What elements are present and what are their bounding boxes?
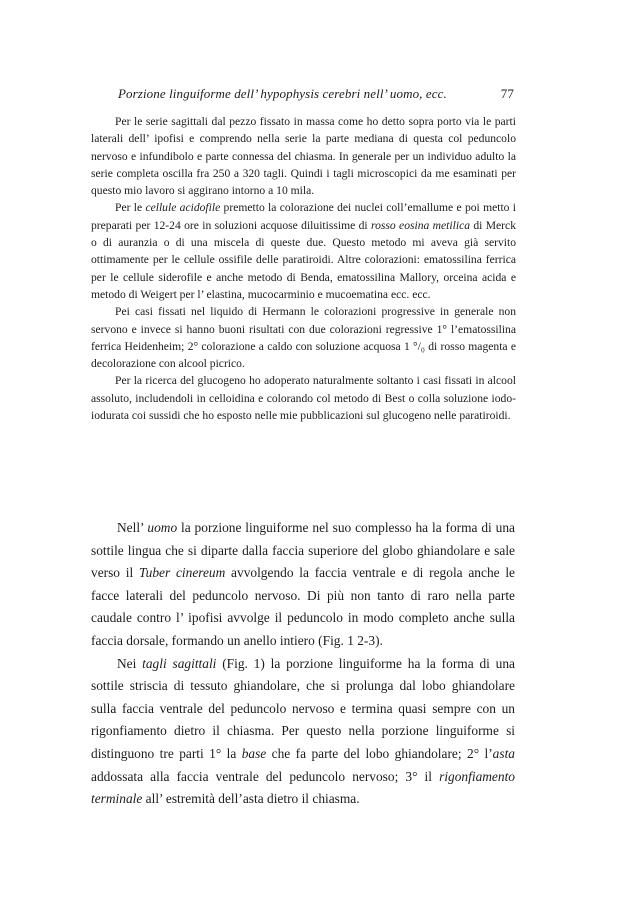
emphasis: rosso eosina metilica <box>371 218 471 232</box>
main-section <box>91 517 515 811</box>
emphasis: base <box>241 745 267 761</box>
emphasis: rigonfiamento terminale <box>91 768 515 807</box>
running-title: Porzione linguiforme dell’ hypophysis cerebri nell’ uomo, ecc. <box>118 86 447 101</box>
emphasis: tagli sagittali <box>142 655 217 671</box>
page-number: 77 <box>500 86 514 101</box>
emphasis: Tuber cinereum <box>138 565 226 581</box>
methods-paragraph-4: Per la ricerca del glucogeno ho adoperato naturalmente soltanto i casi fissati in alcool assoluto, includendoli in celloidina e colorando col metodo di Best o colla soluzione iodo-iodurata coi sussidi che ho esposto nelle mie pubblicazioni sul glucogeno nelle paratiroidi. <box>91 374 516 423</box>
running-header <box>118 86 514 102</box>
emphasis: uomo <box>147 520 178 535</box>
methods-paragraph-2: Per le cellule acidofile premetto la colorazione dei nuclei coll’emallume e poi metto i preparati per 12-24 ore in soluzioni acquose diluitissime di rosso eosina metilica di Merck o di auranzia o di una miscela di queste due. Questo metodo mi aveva già servito ottimamente per le cellule ossifile delle paratiroidi. Altre colorazioni: ematossilina ferrica per le cellule siderofile e anche metodo di Benda, ematossilina Mallory, orceina acida e metodo di Weigert per l’ elastina, mucocarminio e mucoematina ecc. ecc. <box>91 201 516 301</box>
main-paragraph-1: Nell’ uomo la porzione linguiforme nel suo complesso ha la forma di una sottile lingua che si diparte dalla faccia superiore del globo ghiandolare e sale verso il Tuber cinereum avvolgendo la faccia ventrale e di regola anche le facce laterali del peduncolo nervoso. Di più non tanto di raro nella parte caudale contro l’ ipofisi avvolge il peduncolo in modo completo anche sulla faccia dorsale, formando un anello intiero (Fig. 1 2-3). <box>91 520 515 648</box>
methods-paragraph-1: Per le serie sagittali dal pezzo fissato in massa come ho detto sopra porto via le parti laterali dell’ ipofisi e comprendo nella serie la parte mediana di questa col peduncolo nervoso e infundibolo e parte connessa del chiasma. In generale per un individuo adulto la serie completa oscilla fra 250 a 320 tagli. Quindi i tagli microscopici da me esaminati per questo mio lavoro si aggirano intorno a 10 mila. <box>91 115 516 198</box>
methods-section <box>91 113 516 424</box>
emphasis: asta <box>492 745 515 761</box>
methods-paragraph-3: Pei casi fissati nel liquido di Hermann le colorazioni progressive in generale non servono e invece si hanno buoni risultati con due colorazioni regressive 1° l’ematossilina ferrica Heidenheim; 2° colorazione a caldo con soluzione acquosa 1 °/₀ di rosso magenta e decolorazione con alcool picrico. <box>91 305 516 371</box>
emphasis: cellule acidofile <box>145 201 221 215</box>
main-paragraph-2: Nei tagli sagittali (Fig. 1) la porzione linguiforme ha la forma di una sottile striscia di tessuto ghiandolare, che si prolunga dal lobo ghiandolare sulla faccia ventrale del peduncolo nervoso e termina quasi sempre con un rigonfiamento dietro il chiasma. Per questo nella porzione linguiforme si distinguono tre parti 1° la base che fa parte del lobo ghiandolare; 2° l’asta addossata alla faccia ventrale del peduncolo nervoso; 3° il rigonfiamento terminale all’ estremità dell’asta dietro il chiasma. <box>91 655 515 807</box>
